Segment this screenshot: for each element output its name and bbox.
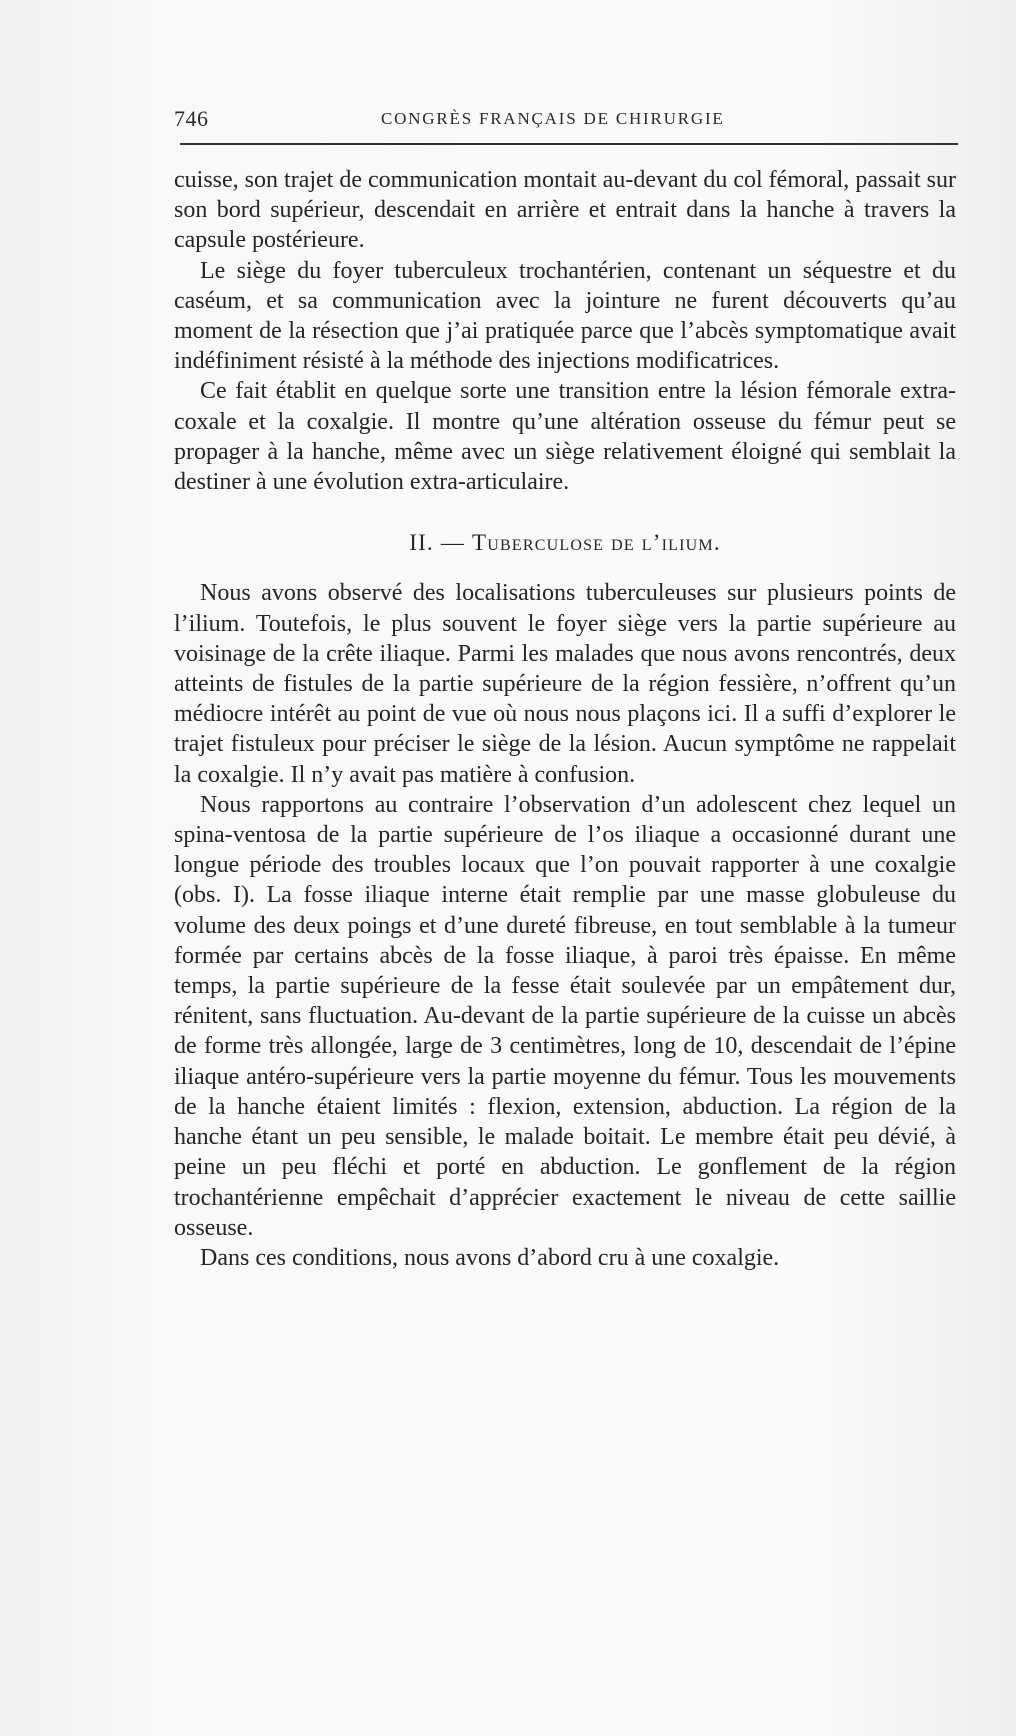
page-header <box>174 106 958 140</box>
section-title: Tuberculose de l’ilium. <box>472 530 721 556</box>
header-rule <box>180 143 958 145</box>
paragraph: Ce fait établit en quelque sorte une transition entre la lésion fémorale extra-coxale et la coxalgie. Il montre qu’une altération osseuse du fémur peut se propager à la hanche, même avec un siège relativement éloigné qui semblait la destiner à une évolution extra-articulaire. <box>174 378 956 496</box>
paragraph: Dans ces conditions, nous avons d’abord cru à une coxalgie. <box>200 1244 780 1271</box>
section-number: II. — <box>409 530 466 556</box>
page-number: 746 <box>174 106 209 131</box>
paragraph: Nous avons observé des localisations tuberculeuses sur plusieurs points de l’ilium. Toutefois, le plus souvent le foyer siège vers la partie supérieure au voisinage de la crête iliaque. Parmi les malades que nous avons rencontrés, deux atteints de fistules de la partie supérieure de la région fessière, n’offrent qu’un médiocre intérêt au point de vue où nous nous plaçons ici. Il a suffi d’explorer le trajet fistuleux pour préciser le siège de la lésion. Aucun symptôme ne rappelait la coxalgie. Il n’y avait pas matière à confusion. <box>174 580 956 788</box>
section-heading <box>174 528 956 558</box>
running-head: CONGRÈS FRANÇAIS DE CHIRURGIE <box>381 109 725 128</box>
paragraph: Nous rapportons au contraire l’observation d’un adolescent chez lequel un spina-ventosa de la partie supérieure de l’os iliaque a occasionné durant une longue période des troubles locaux que l’on pouvait rapporter à une coxalgie (obs. I). La fosse iliaque interne était remplie par une masse globuleuse du volume des deux poings et d’une dureté fibreuse, en tout semblable à la tumeur formée par certains abcès de la fosse iliaque, à paroi très épaisse. En même temps, la partie supérieure de la fesse était soulevée par un empâtement dur, rénitent, sans fluctuation. Au-devant de la partie supérieure de la cuisse un abcès de forme très allongée, large de 3 centimètres, long de 10, descendait de l’épine iliaque antéro-supérieure vers la partie moyenne du fémur. Tous les mouvements de la hanche étaient limités : flexion, extension, abduction. La région de la hanche étant un peu sensible, le malade boitait. Le membre était peu dévié, à peine un peu fléchi et porté en abduction. Le gonflement de la région trochantérienne empêchait d’apprécier exactement le niveau de cette saillie osseuse. <box>174 791 956 1241</box>
paragraph-continuation: cuisse, son trajet de communication montait au-devant du col fémoral, passait sur son bord supérieur, descendait en arrière et entrait dans la hanche à travers la capsule postérieure. <box>174 167 956 254</box>
paragraph: Le siège du foyer tuberculeux trochantérien, contenant un séquestre et du caséum, et sa communication avec la jointure ne furent découverts qu’au moment de la résection que j’ai pratiquée parce que l’abcès symptomatique avait indéfiniment résisté à la méthode des injections modificatrices. <box>174 257 956 375</box>
body-text <box>174 165 956 1273</box>
